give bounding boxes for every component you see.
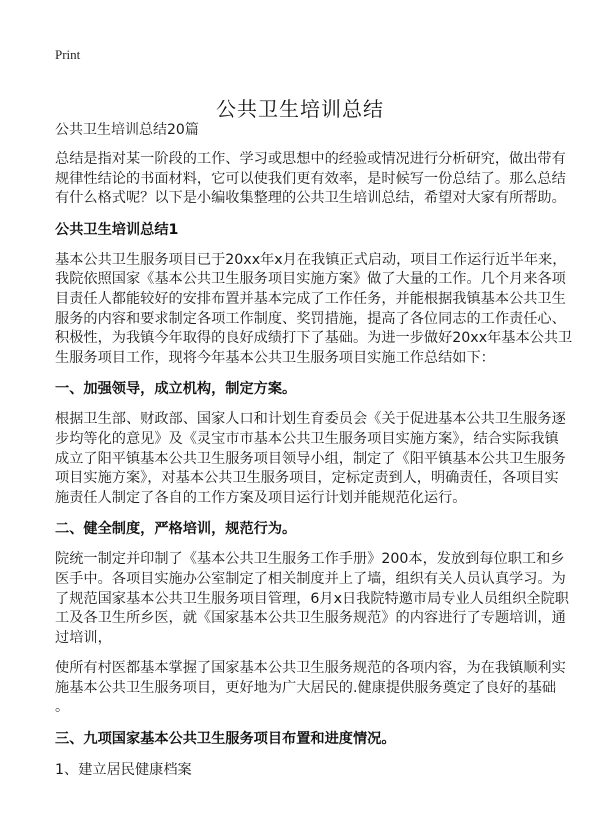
heading-nine-projects: 三、九项国家基本公共卫生服务项目布置和进度情况。 [55,731,396,748]
text-line: 规律性结论的书面材料，它可以使我们更有效率，是时候写一份总结了。那么总结 [55,170,566,187]
text-line: 积极性，为我镇今年取得的良好成绩打下了基础。为进一步做好20xx年基本公共卫 [55,330,573,347]
text-line: 项目实施方案》，对基本公共卫生服务项目，定标定责到人，明确责任，各项目实 [55,470,559,487]
text-line: 医手中。各项目实施办公室制定了相关制度并上了墙，组织有关人员认真学习。为 [55,570,566,587]
print-label: Print [55,47,81,62]
text-line: 我院依照国家《基本公共卫生服务项目实施方案》做了大量的工作。几个月来各项 [55,271,566,288]
text-line: 成立了阳平镇基本公共卫生服务项目领导小组，制定了《阳平镇基本公共卫生服务 [55,450,566,467]
text-line: 总结是指对某一阶段的工作、学习或思想中的经验或情况进行分析研究，做出带有 [55,151,566,167]
document-subtitle: 公共卫生培训总结20篇 [55,122,199,138]
training-result-paragraph [55,659,566,718]
text-line: 过培训， [55,629,112,646]
heading-leadership: 一、加强领导，成立机构，制定方案。 [55,381,297,398]
text-line: 步均等化的意见》及《灵宝市市基本公共卫生服务项目实施方案》，结合实际我镇 [55,430,559,447]
text-line: 有什么格式呢？以下是小编收集整理的公共卫生培训总结，希望对大家有所帮助。 [55,190,566,207]
page-title: 公共卫生培训总结 [216,97,384,122]
text-line: 。 [55,699,70,716]
text-line: 工及各卫生所乡医，就《国家基本公共卫生服务规范》的内容进行了专题培训，通 [55,610,566,627]
text-line: 使所有村医都基本掌握了国家基本公共卫生服务规范的各项内容，为在我镇顺利实 [55,660,566,677]
text-line: 根据卫生部、财政部、国家人口和计划生育委员会《关于促进基本公共卫生服务逐 [55,411,566,428]
section-intro-paragraph [55,251,573,369]
training-paragraph [55,550,569,648]
text-line: 目责任人都能较好的安排布置并基本完成了工作任务，并能根据我镇基本公共卫生 [55,290,566,307]
text-line: 院统一制定并印制了《基本公共卫生服务工作手册》200本，发放到每位职工和乡 [55,551,565,568]
heading-system-training: 二、健全制度，严格培训，规范行为。 [55,521,297,538]
text-line: 施基本公共卫生服务项目，更好地为广大居民的.健康提供服务奠定了良好的基础 [55,679,557,696]
section-title: 公共卫生培训总结1 [55,221,179,238]
text-line: 了规范国家基本公共卫生服务项目管理，6月x日我院特邀市局专业人员组织全院职 [55,590,569,607]
text-line: 生服务项目工作，现将今年基本公共卫生服务项目实施工作总结如下： [55,349,495,366]
list-item: 1、建立居民健康档案 [55,762,192,779]
leadership-paragraph [55,410,566,508]
document-body [55,120,573,780]
text-line: 基本公共卫生服务项目已于20xx年x月在我镇正式启动，项目工作运行近半年来， [55,251,567,268]
text-line: 施责任人制定了各自的工作方案及项目运行计划并能规范化运行。 [55,489,467,506]
text-line: 服务的内容和要求制定各项工作制度、奖罚措施，提高了各位同志的工作责任心、 [55,310,566,327]
intro-paragraph [55,150,566,209]
